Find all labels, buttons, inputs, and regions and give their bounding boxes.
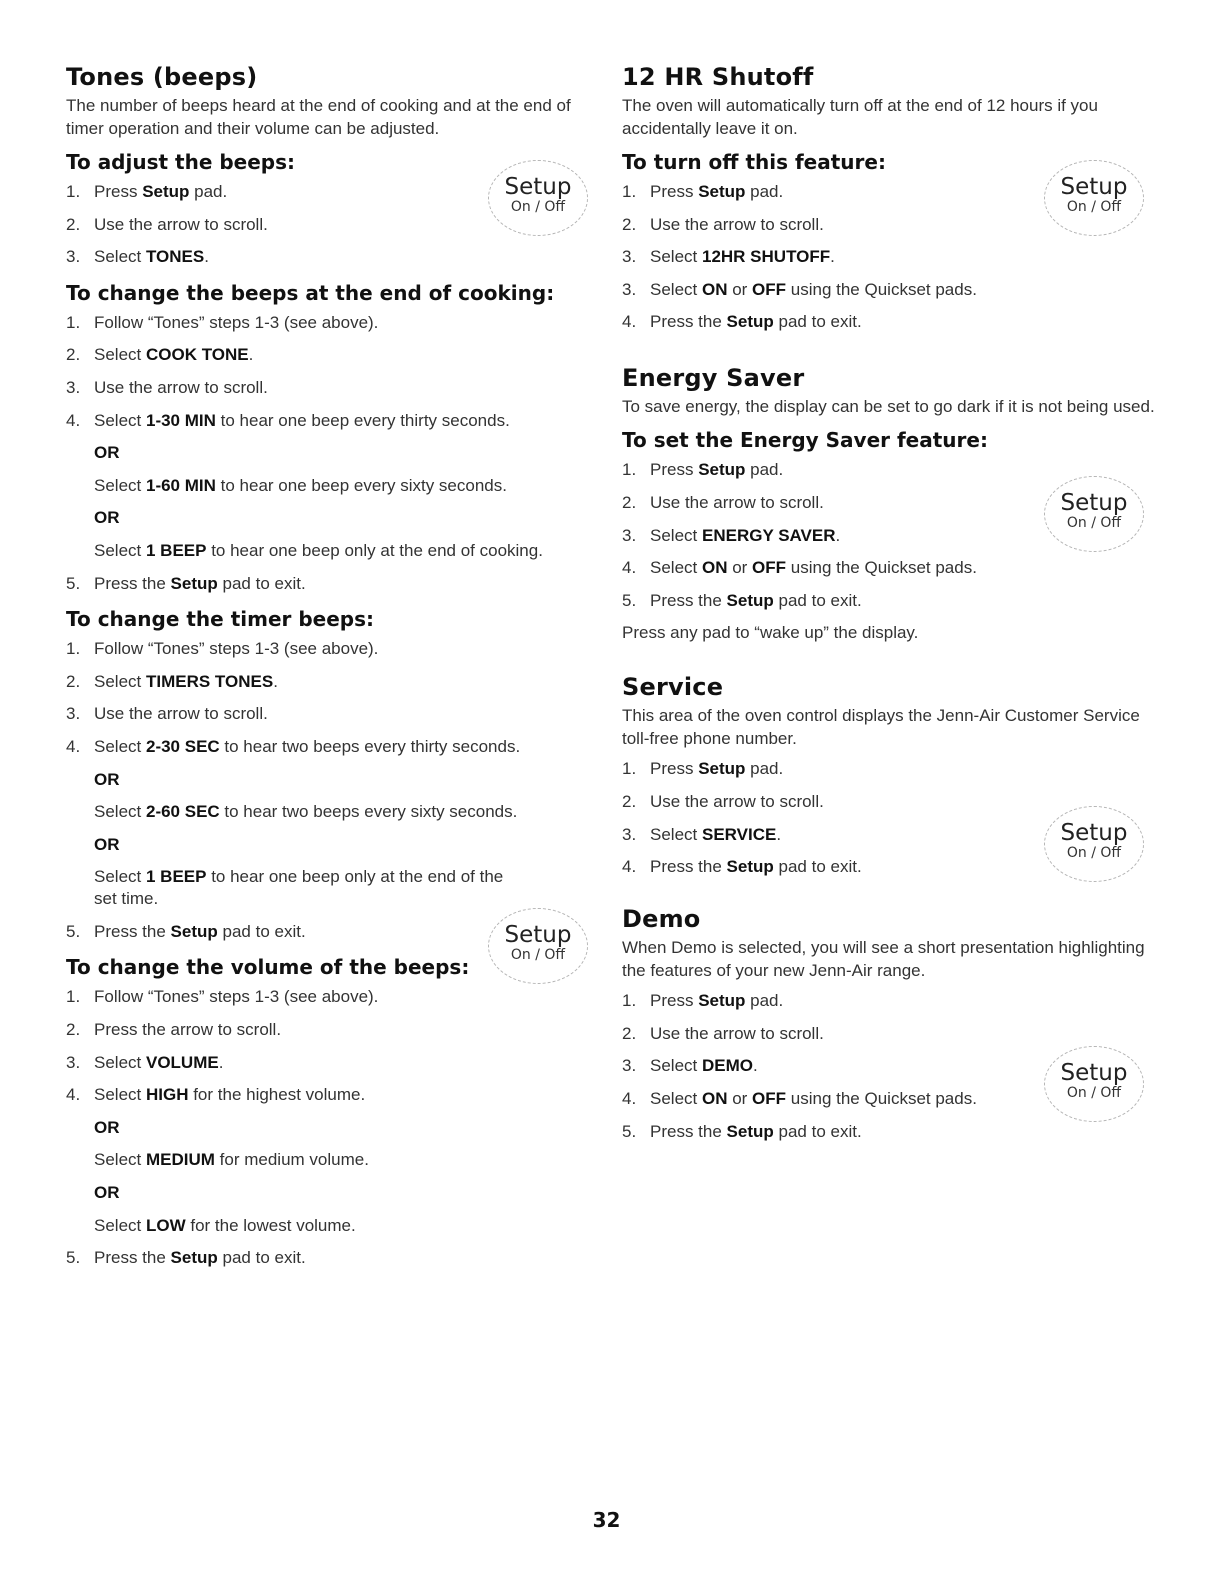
timer-beeps-heading: To change the timer beeps: — [66, 607, 374, 632]
energy-title: Energy Saver — [622, 364, 805, 393]
list-item: 5. Press the Setup pad to exit. — [622, 1121, 862, 1141]
list-item: 4. Select ON or OFF using the Quickset pads. — [622, 1088, 977, 1108]
or-label: OR — [94, 508, 120, 528]
service-intro: This area of the oven control displays the Jenn-Air Customer Service toll-free phone number. — [622, 706, 1140, 749]
tones-section — [66, 60, 596, 1269]
service-title: Service — [622, 673, 724, 702]
list-item: 1. Press Setup pad. — [622, 182, 784, 201]
demo-intro: When Demo is selected, you will see a short presentation highlighting the features of your new Jenn-Air range. — [622, 938, 1145, 981]
setup-pad-icon: Setup On / Off — [1044, 806, 1144, 882]
alternative-step: Select 1 BEEP to hear one beep only at the end of the set time. — [94, 867, 504, 909]
list-item: 3. Select ON or OFF using the Quickset pads. — [622, 279, 977, 299]
list-item: 4. Press the Setup pad to exit. — [622, 312, 862, 332]
demo-title: Demo — [622, 905, 701, 934]
list-item: 2. Use the arrow to scroll. — [622, 791, 824, 811]
list-item: 3. Select VOLUME. — [66, 1052, 224, 1072]
list-item: 5. Press the Setup pad to exit. — [66, 1248, 306, 1268]
list-item: 3. Select SERVICE. — [622, 824, 782, 844]
shutoff-heading: To turn off this feature: — [622, 150, 886, 174]
list-item: 5. Press the Setup pad to exit. — [66, 921, 306, 941]
list-item: 2. Use the arrow to scroll. — [622, 1023, 824, 1043]
alternative-step: Select 2-60 SEC to hear two beeps every sixty seconds. — [94, 802, 518, 822]
list-item: 1. Press Setup pad. — [622, 759, 784, 779]
list-item: 1. Press Setup pad. — [66, 182, 228, 201]
list-item: 4. Select 1-30 MIN to hear one beep every thirty seconds. — [66, 410, 510, 430]
energy-note: Press any pad to “wake up” the display. — [622, 623, 919, 643]
list-item: 5. Press the Setup pad to exit. — [622, 590, 862, 610]
or-label: OR — [94, 443, 120, 463]
list-item: 5. Press the Setup pad to exit. — [66, 573, 306, 593]
alternative-step: Select LOW for the lowest volume. — [94, 1215, 356, 1235]
list-item: 2. Use the arrow to scroll. — [66, 214, 268, 234]
shutoff-title: 12 HR Shutoff — [622, 63, 814, 91]
list-item: 4. Press the Setup pad to exit. — [622, 857, 862, 877]
list-item: 1. Press Setup pad. — [622, 991, 784, 1011]
setup-pad-icon: Setup On / Off — [488, 908, 588, 984]
energy-intro: To save energy, the display can be set to go dark if it is not being used. — [622, 397, 1155, 417]
setup-pad-icon: Setup On / Off — [1044, 160, 1144, 236]
energy-heading: To set the Energy Saver feature: — [622, 428, 988, 453]
tones-intro: The number of beeps heard at the end of cooking and at the end of timer operation and their volume can be adjusted. — [66, 96, 571, 138]
list-item: 1. Follow “Tones” steps 1-3 (see above). — [66, 312, 379, 332]
or-label: OR — [94, 1183, 120, 1203]
list-item: 4. Select 2-30 SEC to hear two beeps every thirty seconds. — [66, 736, 521, 756]
list-item: 2. Use the arrow to scroll. — [622, 492, 824, 512]
list-item: 3. Select TONES. — [66, 247, 209, 267]
list-item: 1. Press Setup pad. — [622, 460, 784, 480]
or-label: OR — [94, 834, 120, 854]
list-item: 2. Select COOK TONE. — [66, 345, 254, 365]
cook-beeps-heading: To change the beeps at the end of cooking: — [66, 280, 555, 305]
list-item: 2. Select TIMERS TONES. — [66, 671, 278, 691]
alternative-step: Select 1-60 MIN to hear one beep every sixty seconds. — [94, 475, 507, 495]
volume-beeps-heading: To change the volume of the beeps: — [66, 955, 470, 980]
list-item: 3. Select DEMO. — [622, 1056, 758, 1076]
list-item: 3. Select 12HR SHUTOFF. — [622, 247, 835, 267]
tones-title: Tones (beeps) — [66, 63, 258, 91]
shutoff-intro: The oven will automatically turn off at the end of 12 hours if you accidentally leave it on. — [622, 96, 1098, 138]
or-label: OR — [94, 769, 120, 789]
setup-pad-icon: Setup On / Off — [1044, 476, 1144, 552]
list-item: 3. Use the arrow to scroll. — [66, 704, 268, 724]
adjust-beeps-heading: To adjust the beeps: — [66, 150, 296, 174]
or-label: OR — [94, 1117, 120, 1137]
alternative-step: Select 1 BEEP to hear one beep only at the end of cooking. — [94, 540, 543, 560]
list-item: 3. Select ENERGY SAVER. — [622, 525, 841, 545]
left-column — [66, 60, 596, 1280]
list-item: 3. Use the arrow to scroll. — [66, 377, 268, 397]
list-item: 2. Press the arrow to scroll. — [66, 1020, 282, 1040]
alternative-step: Select MEDIUM for medium volume. — [94, 1150, 369, 1170]
list-item: 2. Use the arrow to scroll. — [622, 214, 824, 234]
list-item: 1. Follow “Tones” steps 1-3 (see above). — [66, 639, 379, 659]
setup-pad-icon: Setup On / Off — [488, 160, 588, 236]
list-item: 1. Follow “Tones” steps 1-3 (see above). — [66, 987, 379, 1007]
list-item: 4. Select ON or OFF using the Quickset pads. — [622, 558, 977, 578]
page-number: 32 — [592, 1508, 621, 1532]
list-item: 4. Select HIGH for the highest volume. — [66, 1085, 366, 1105]
setup-pad-icon: Setup On / Off — [1044, 1046, 1144, 1122]
